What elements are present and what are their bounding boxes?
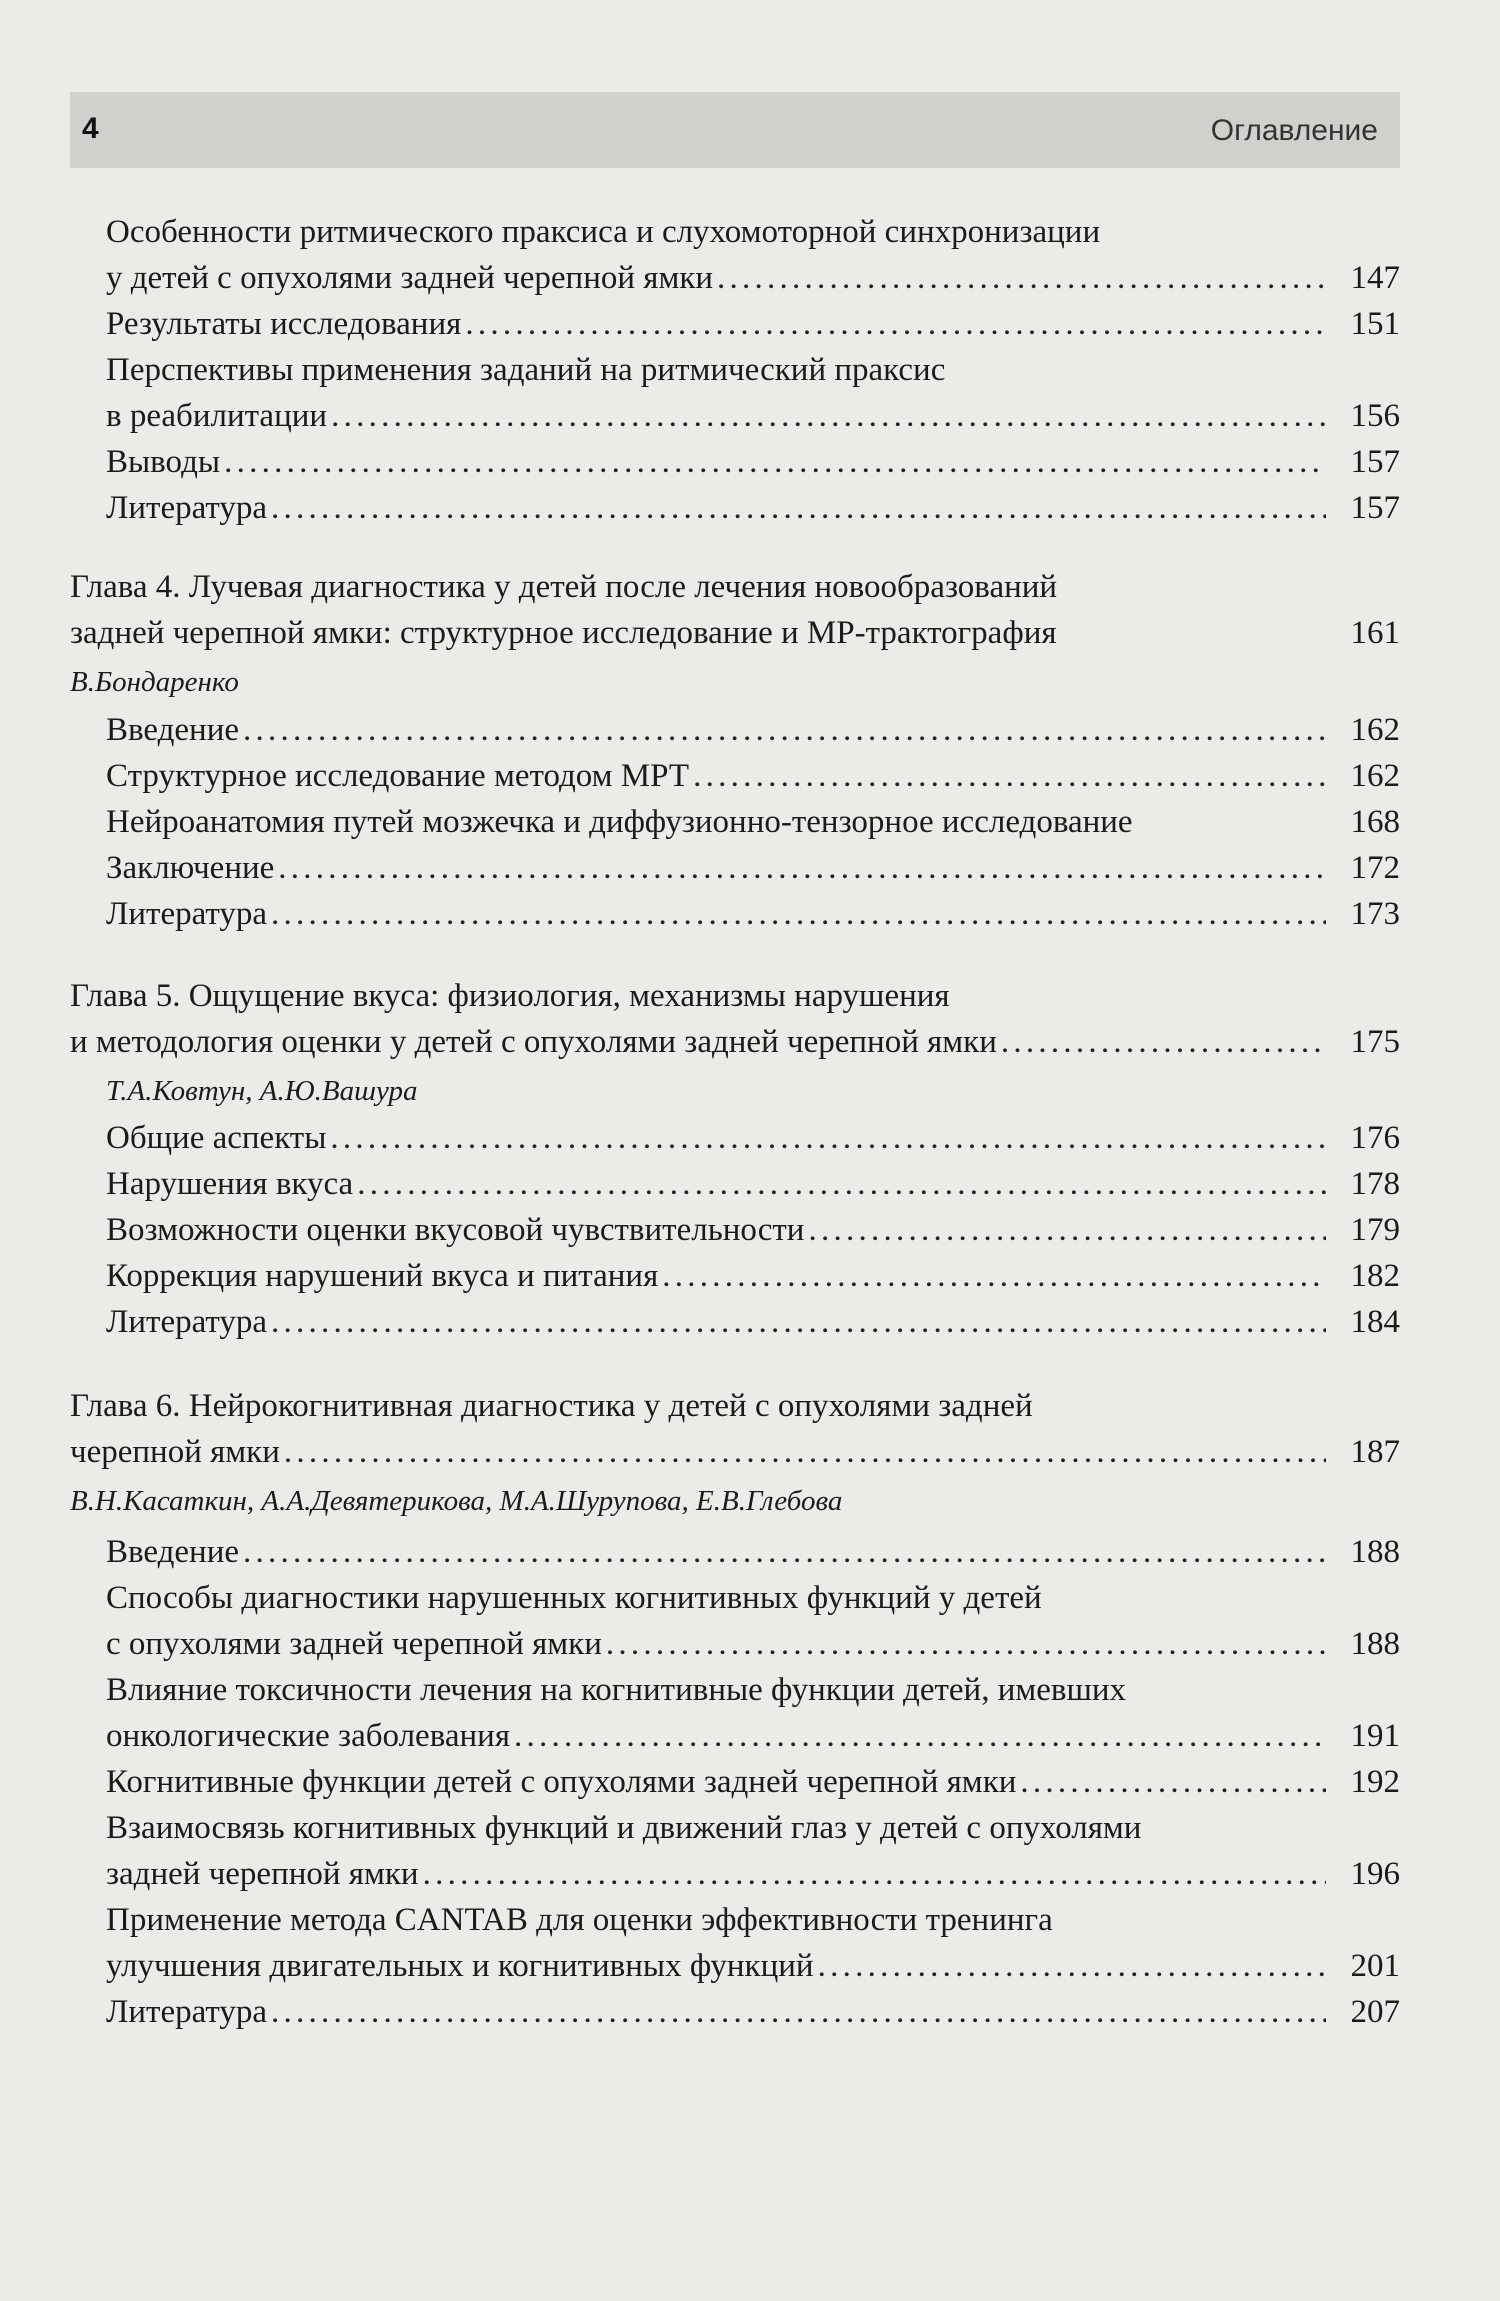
- page-ref: 192: [1350, 1764, 1400, 1800]
- page-ref: 151: [1350, 306, 1400, 342]
- page-ref: 156: [1350, 398, 1400, 434]
- page-ref: 179: [1350, 1212, 1400, 1248]
- toc-entry-line: Особенности ритмического праксиса и слухомоторной синхронизации: [106, 214, 1101, 250]
- toc-entry-line: Применение метода CANTAB для оценки эффективности тренинга: [106, 1902, 1053, 1938]
- toc-entry: Литература . . . 157: [106, 486, 1400, 530]
- chapter-author: Т.А.Ковтун, А.Ю.Вашура: [106, 1075, 418, 1107]
- page-ref: 196: [1350, 1856, 1400, 1892]
- toc-entry: Литература . . . 173: [106, 892, 1400, 936]
- toc-entry: Заключение . . . 172: [106, 846, 1400, 890]
- page-number: 4: [82, 112, 99, 145]
- toc-entry: Введение . . . 162: [106, 708, 1400, 752]
- toc-entry: Нейроанатомия путей мозжечка и диффузионно-тензорное исследование 168: [106, 800, 1400, 844]
- page-ref: 207: [1350, 1994, 1400, 2030]
- page-ref: 187: [1350, 1434, 1400, 1470]
- page-ref: 172: [1350, 850, 1400, 886]
- page-ref: 162: [1350, 712, 1400, 748]
- chapter-author: В.Бондаренко: [70, 666, 239, 698]
- toc-entry: онкологические заболевания . . . 191: [106, 1714, 1400, 1758]
- toc-entry: Выводы . . . 157: [106, 440, 1400, 484]
- chapter-title: и методология оценки у детей с опухолями задней черепной ямки . . . 175: [70, 1020, 1400, 1064]
- page-ref: 175: [1350, 1024, 1400, 1060]
- page-ref: 173: [1350, 896, 1400, 932]
- toc-entry: Литература . . . 184: [106, 1300, 1400, 1344]
- page-ref: 162: [1350, 758, 1400, 794]
- page-ref: 176: [1350, 1120, 1400, 1156]
- toc-entry: Введение . . . 188: [106, 1530, 1400, 1574]
- toc-entry: Возможности оценки вкусовой чувствительности . . . 179: [106, 1208, 1400, 1252]
- toc-entry: Нарушения вкуса . . . 178: [106, 1162, 1400, 1206]
- toc-entry: с опухолями задней черепной ямки . . . 188: [106, 1622, 1400, 1666]
- toc-entry: задней черепной ямки . . . 196: [106, 1852, 1400, 1896]
- toc-entry: Результаты исследования . . . 151: [106, 302, 1400, 346]
- page-ref: 178: [1350, 1166, 1400, 1202]
- page-ref: 191: [1350, 1718, 1400, 1754]
- toc-entry-line: Взаимосвязь когнитивных функций и движений глаз у детей с опухолями: [106, 1810, 1142, 1846]
- running-header: [70, 92, 1400, 168]
- chapter-author: В.Н.Касаткин, А.А.Девятерикова, М.А.Шурупова, Е.В.Глебова: [70, 1485, 843, 1517]
- page-ref: 201: [1350, 1948, 1400, 1984]
- page-ref: 161: [1350, 615, 1400, 651]
- toc-entry: у детей с опухолями задней черепной ямки . . . 147: [106, 256, 1400, 300]
- toc-entry-line: Перспективы применения заданий на ритмический праксис: [106, 352, 946, 388]
- toc-entry: Общие аспекты . . . 176: [106, 1116, 1400, 1160]
- toc-entry-line: Способы диагностики нарушенных когнитивных функций у детей: [106, 1580, 1042, 1616]
- chapter-title-line: Глава 6. Нейрокогнитивная диагностика у детей с опухолями задней: [70, 1388, 1033, 1424]
- chapter-title-line: Глава 5. Ощущение вкуса: физиология, механизмы нарушения: [70, 978, 950, 1014]
- page-ref: 182: [1350, 1258, 1400, 1294]
- page-ref: 168: [1350, 804, 1400, 840]
- toc-entry-line: Влияние токсичности лечения на когнитивные функции детей, имевших: [106, 1672, 1127, 1708]
- page-ref: 184: [1350, 1304, 1400, 1340]
- chapter-title: задней черепной ямки: структурное исследование и МР-трактография 161: [70, 611, 1400, 655]
- page-ref: 157: [1350, 444, 1400, 480]
- toc-entry: Когнитивные функции детей с опухолями задней черепной ямки . . . 192: [106, 1760, 1400, 1804]
- page-ref: 157: [1350, 490, 1400, 526]
- toc-entry: улучшения двигательных и когнитивных функций . . . 201: [106, 1944, 1400, 1988]
- toc-entry: Литература . . . 207: [106, 1990, 1400, 2034]
- chapter-title-line: Глава 4. Лучевая диагностика у детей после лечения новообразований: [70, 569, 1058, 605]
- page-ref: 188: [1350, 1626, 1400, 1662]
- toc-entry: Структурное исследование методом МРТ . . . 162: [106, 754, 1400, 798]
- chapter-title: черепной ямки . . . 187: [70, 1430, 1400, 1474]
- running-title: Оглавление: [1210, 114, 1378, 147]
- page-ref: 147: [1350, 260, 1400, 296]
- toc-entry: Коррекция нарушений вкуса и питания . . . 182: [106, 1254, 1400, 1298]
- toc-entry: в реабилитации . . . 156: [106, 394, 1400, 438]
- page-ref: 188: [1350, 1534, 1400, 1570]
